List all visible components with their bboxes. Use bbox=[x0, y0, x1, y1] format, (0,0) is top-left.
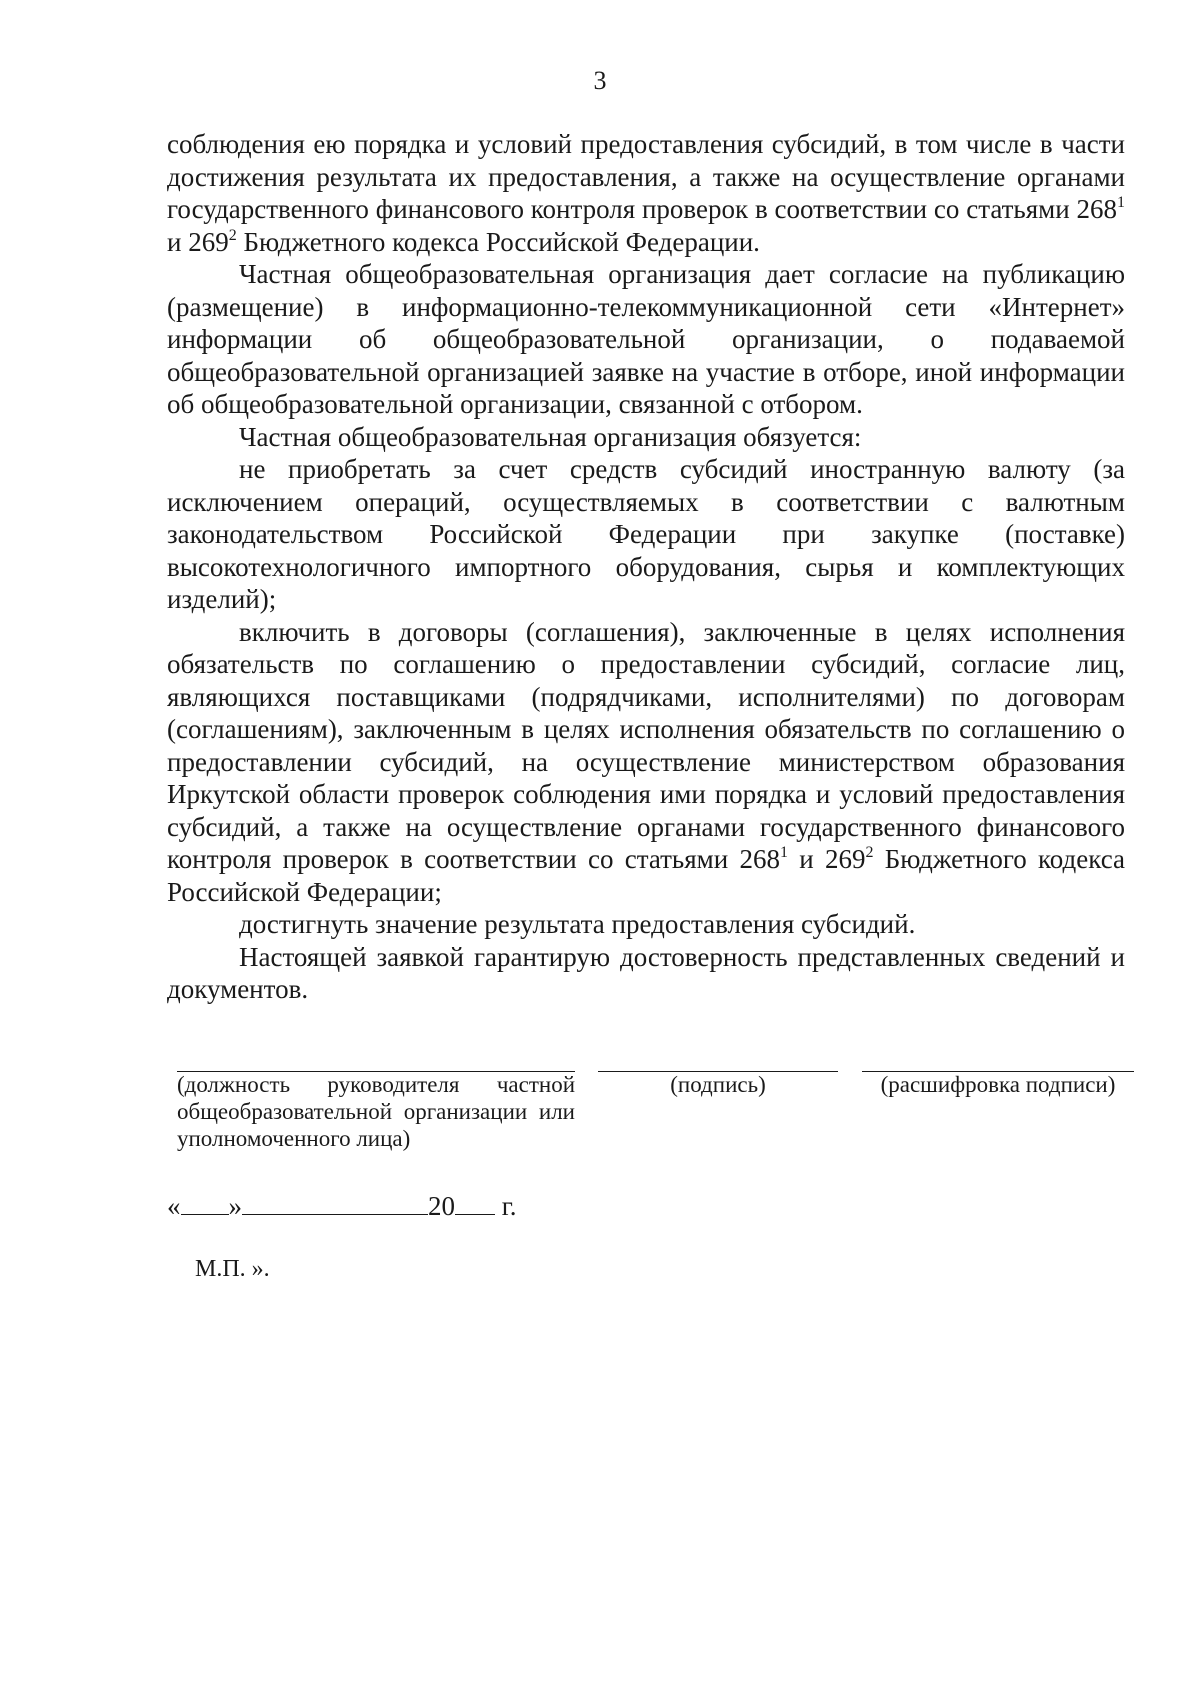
page-number: 3 bbox=[593, 66, 607, 95]
decode-caption: (расшифровка подписи) bbox=[880, 1072, 1116, 1097]
paragraph-continuation bbox=[167, 128, 1125, 258]
close-quote: » bbox=[228, 1191, 242, 1221]
year-blank bbox=[455, 1192, 495, 1215]
paragraph-text: и 269 bbox=[787, 844, 866, 874]
paragraph-text: и 269 bbox=[167, 226, 229, 257]
paragraph-text: Настоящей заявкой гарантирую достоверность представленных сведений и документов. bbox=[167, 941, 1125, 1004]
paragraph-text: Частная общеобразовательная организация обязуется: bbox=[239, 421, 862, 452]
paragraph-text: не приобретать за счет средств субсидий иностранную валюту (за исключением операций, осуществляемых в соответствии с валютным законодательством Российской Федерации при закупке (поставке) высокотехнологичного импортного оборудования, сырья и комплектующих изделий); bbox=[167, 454, 1125, 614]
signature-caption: (подпись) bbox=[670, 1072, 766, 1097]
date-line bbox=[167, 1190, 517, 1222]
paragraph-text: Бюджетного кодекса Российской Федерации. bbox=[236, 226, 760, 257]
day-blank bbox=[181, 1192, 229, 1215]
paragraph-consent bbox=[167, 258, 1125, 421]
paragraph-text: Частная общеобразовательная организация дает согласие на публикацию (размещение) в информационно-телекоммуникационной сети «Интернет» информации об общеобразовательной организации, о подаваемой общеобразовательной организацией заявке на участие в отборе, иной информации об общеобразовательной организации, связанной с отбором. bbox=[167, 259, 1125, 419]
paragraph-guarantee bbox=[167, 941, 1125, 1006]
paragraph-contracts-obligation bbox=[167, 616, 1125, 909]
superscript: 2 bbox=[865, 844, 874, 861]
superscript: 2 bbox=[228, 226, 237, 244]
paragraph-currency-obligation bbox=[167, 453, 1125, 616]
superscript: 1 bbox=[779, 844, 788, 861]
year-prefix: 20 bbox=[428, 1191, 455, 1221]
open-quote: « bbox=[167, 1191, 181, 1221]
paragraph-text: Бюджетного кодекса Российской Федерации; bbox=[167, 844, 1125, 907]
year-suffix: г. bbox=[501, 1191, 517, 1221]
month-blank bbox=[242, 1192, 428, 1215]
paragraph-text: соблюдения ею порядка и условий предоставления субсидий, в том числе в части достижения результата их предоставления, а также на осуществление органами государственного финансового контроля проверок в соответствии со статьями 268 bbox=[167, 129, 1125, 224]
superscript: 1 bbox=[1117, 194, 1125, 211]
stamp-place-note: М.П. ». bbox=[195, 1256, 270, 1282]
paragraph-text: включить в договоры (соглашения), заключенные в целях исполнения обязательств по соглашению о предоставлении субсидий, согласие лиц, являющихся поставщиками (подрядчиками, исполнителями) по договорам (соглашениям), заключенным в целях исполнения обязательств по соглашению о предоставлении субсидий, на осуществление министерством образования Иркутской области проверок соблюдения ими порядка и условий предоставления субсидий, а также на осуществление органами государственного финансового контроля проверок в соответствии со статьями 268 bbox=[167, 616, 1125, 874]
position-caption: (должность руководителя частной общеобразовательной организации или уполномоченного лица) bbox=[177, 1072, 575, 1151]
paragraph-text: достигнуть значение результата предоставления субсидий. bbox=[239, 909, 916, 939]
paragraph-result-obligation bbox=[167, 908, 1125, 941]
document-body bbox=[167, 128, 1125, 1006]
paragraph-obligations-intro bbox=[167, 421, 1125, 454]
